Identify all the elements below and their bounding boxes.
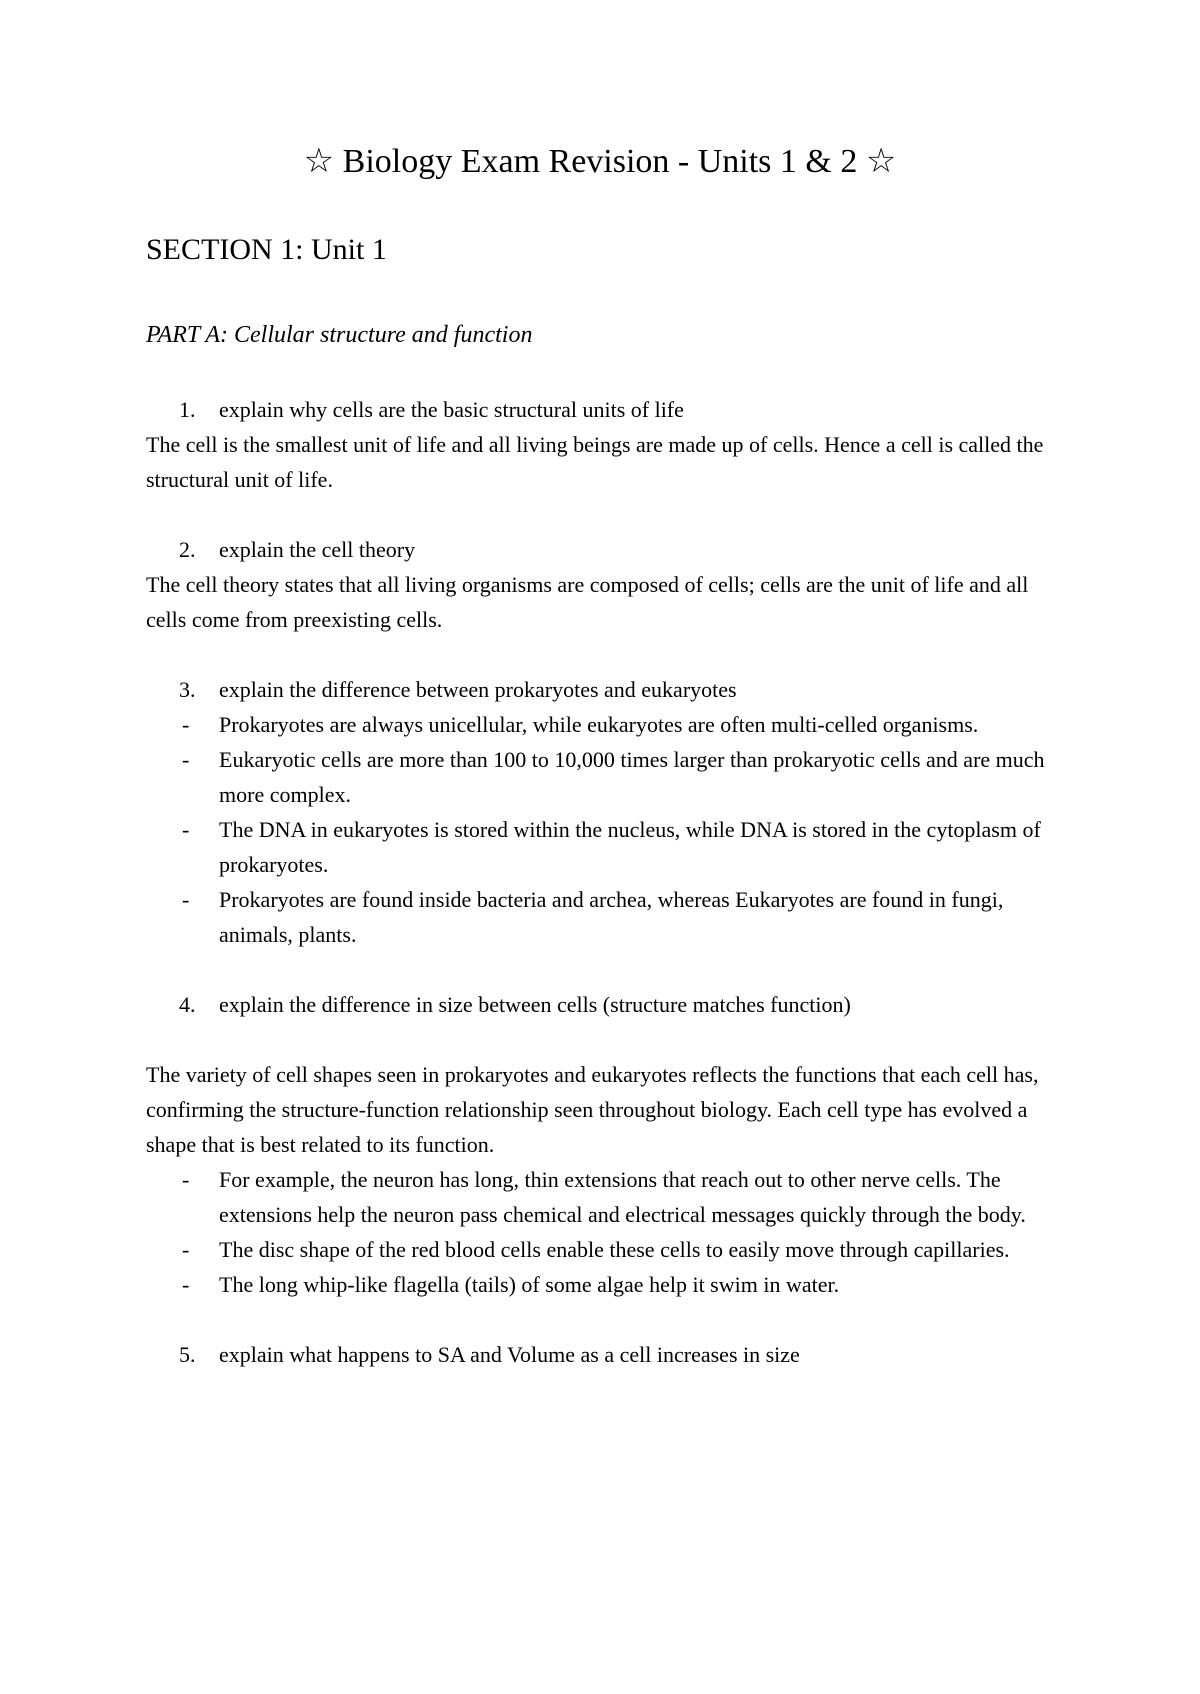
list-item-text: The DNA in eukaryotes is stored within the nucleus, while DNA is stored in the cytoplasm of prokaryotes.	[219, 817, 1041, 877]
document-body	[146, 392, 1066, 1407]
list-item	[146, 707, 1066, 742]
list-item-text: The disc shape of the red blood cells enable these cells to easily move through capillaries.	[219, 1237, 1010, 1262]
question-number: 2.	[179, 537, 196, 562]
list-item-text: The long whip-like flagella (tails) of some algae help it swim in water.	[219, 1272, 840, 1297]
document-title: ☆ Biology Exam Revision - Units 1 & 2 ☆	[303, 143, 897, 180]
question-block-1	[146, 392, 1066, 497]
question-1	[146, 392, 1066, 427]
answer-2: The cell theory states that all living organisms are composed of cells; cells are the unit of life and all cells come from preexisting cells.	[146, 572, 1029, 632]
answer-1: The cell is the smallest unit of life and all living beings are made up of cells. Hence a cell is called the structural unit of life.	[146, 432, 1044, 492]
question-number: 3.	[179, 677, 196, 702]
list-item	[146, 1232, 1066, 1267]
list-item	[146, 742, 1066, 812]
list-item	[146, 1162, 1066, 1232]
question-text: explain the cell theory	[219, 537, 416, 562]
list-item-text: Eukaryotic cells are more than 100 to 10,000 times larger than prokaryotic cells and are much more complex.	[219, 747, 1045, 807]
question-number: 5.	[179, 1342, 196, 1367]
question-4	[146, 987, 1066, 1022]
answer-3-list	[146, 707, 1066, 952]
list-item-text: Prokaryotes are always unicellular, while eukaryotes are often multi-celled organisms.	[219, 712, 979, 737]
question-number: 1.	[179, 397, 196, 422]
question-2	[146, 532, 1066, 567]
question-text: explain the difference between prokaryotes and eukaryotes	[219, 677, 737, 702]
question-3	[146, 672, 1066, 707]
question-block-3	[146, 672, 1066, 952]
question-text: explain what happens to SA and Volume as a cell increases in size	[219, 1342, 800, 1367]
answer-4: The variety of cell shapes seen in prokaryotes and eukaryotes reflects the functions that each cell has, confirming the structure-function relationship seen throughout biology. Each cell type has evolved a shape that is best related to its function.	[146, 1062, 1039, 1157]
list-item	[146, 1267, 1066, 1302]
bullet-marker: -	[182, 1167, 190, 1192]
list-item-text: For example, the neuron has long, thin extensions that reach out to other nerve cells. The extensions help the neuron pass chemical and electrical messages quickly through the body.	[219, 1167, 1026, 1227]
bullet-marker: -	[182, 1237, 190, 1262]
question-text: explain the difference in size between cells (structure matches function)	[219, 992, 851, 1017]
bullet-marker: -	[182, 887, 190, 912]
question-number: 4.	[179, 992, 196, 1017]
list-item	[146, 812, 1066, 882]
bullet-marker: -	[182, 747, 190, 772]
bullet-marker: -	[182, 1272, 190, 1297]
question-block-2	[146, 532, 1066, 637]
answer-4-list	[146, 1162, 1066, 1302]
list-item	[146, 882, 1066, 952]
question-5	[146, 1337, 1066, 1372]
question-block-4	[146, 987, 1066, 1302]
question-text: explain why cells are the basic structural units of life	[219, 397, 684, 422]
question-block-5	[146, 1337, 1066, 1372]
part-heading: PART A: Cellular structure and function	[146, 322, 533, 348]
bullet-marker: -	[182, 712, 190, 737]
list-item-text: Prokaryotes are found inside bacteria and archea, whereas Eukaryotes are found in fungi, animals, plants.	[219, 887, 1004, 947]
section-heading: SECTION 1: Unit 1	[146, 233, 387, 266]
bullet-marker: -	[182, 817, 190, 842]
